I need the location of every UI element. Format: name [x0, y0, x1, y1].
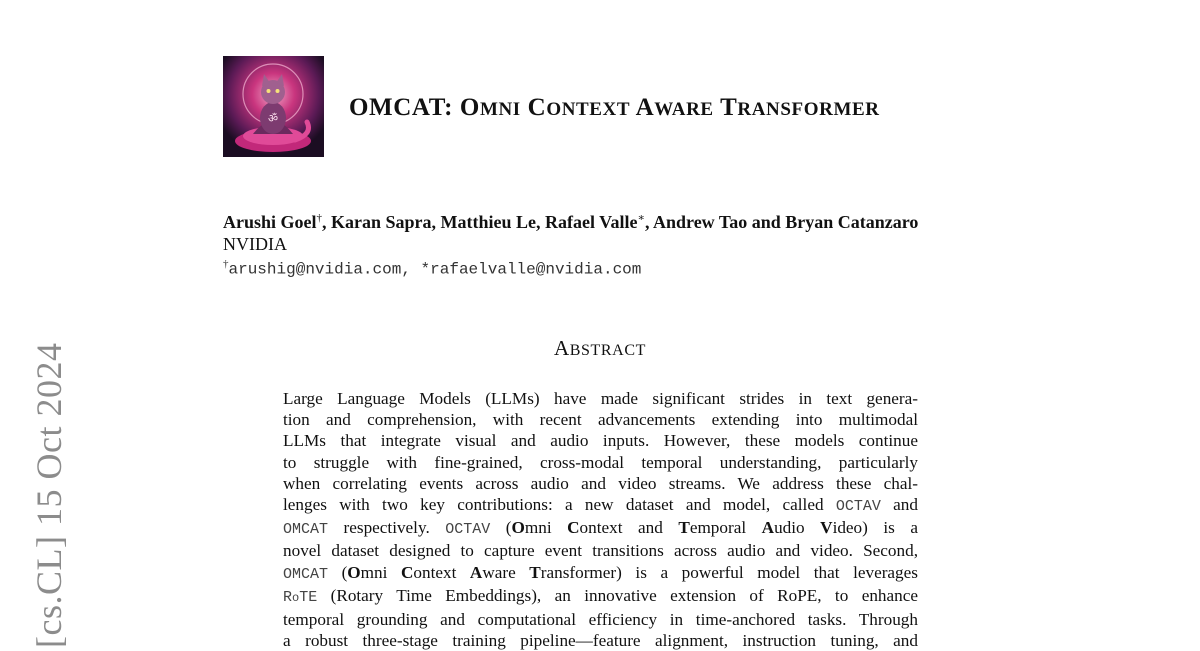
abstract-line: temporal grounding and computational efficiency in time-anchored tasks. Through	[283, 610, 918, 630]
abstract-body	[283, 388, 918, 651]
author-list: Arushi Goel†, Karan Sapra, Matthieu Le, Rafael Valle∗, Andrew Tao and Bryan Catanzaro	[223, 212, 919, 232]
title-word-transformer: TRANSFORMER	[720, 94, 880, 121]
affiliation: NVIDIA	[223, 234, 287, 254]
abstract-line: when correlating events across audio and video streams. We address these chal-	[283, 473, 918, 493]
omcat-term: OMCAT	[283, 521, 329, 539]
abstract-line: lenges with two key contributions: a new dataset and model, called OCTAV and	[283, 495, 918, 516]
author-emails: †arushig@nvidia.com, *rafaelvalle@nvidia.com	[223, 258, 642, 279]
svg-text:ॐ: ॐ	[267, 112, 279, 125]
title-prefix: OMCAT:	[349, 94, 460, 121]
abstract-line: OMCAT (Omni Context Aware Transformer) is a powerful model that leverages	[283, 562, 918, 583]
omcat-term: OMCAT	[283, 565, 329, 583]
abstract-heading: ABSTRACT	[554, 336, 646, 360]
abstract-line: a robust three-stage training pipeline—feature alignment, instruction tuning, and	[283, 631, 918, 651]
rote-term: RoTE	[283, 588, 318, 606]
octav-term: OCTAV	[835, 498, 881, 516]
title-word-aware: AWARE	[635, 94, 714, 121]
abstract-line: OMCAT respectively. OCTAV (Omni Context and Temporal Audio Video) is a	[283, 518, 918, 539]
abstract-line: RoTE (Rotary Time Embeddings), an innovative extension of RoPE, to enhance	[283, 585, 918, 606]
abstract-line: novel dataset designed to capture event transitions across audio and video. Second,	[283, 541, 918, 561]
arxiv-side-stamp: [cs.CL] 15 Oct 2024	[29, 342, 69, 648]
abstract-line: LLMs that integrate visual and audio inputs. However, these models continue	[283, 431, 918, 451]
abstract-line: to struggle with fine-grained, cross-modal temporal understanding, particularly	[283, 452, 918, 472]
email-rafael: *rafaelvalle@nvidia.com	[420, 260, 642, 279]
paper-title	[349, 94, 880, 122]
abstract-line: Large Language Models (LLMs) have made significant strides in text genera-	[283, 389, 918, 408]
email-arushi: arushig@nvidia.com,	[228, 260, 421, 279]
title-word-context: CONTEXT	[527, 94, 631, 121]
cat-logo-image	[223, 56, 324, 157]
abstract-line: tion and comprehension, with recent advancements extending into multimodal	[283, 410, 918, 430]
omcat-cat-logo	[223, 56, 324, 157]
octav-term: OCTAV	[445, 521, 491, 539]
title-word-omni: OMNI	[459, 94, 521, 121]
